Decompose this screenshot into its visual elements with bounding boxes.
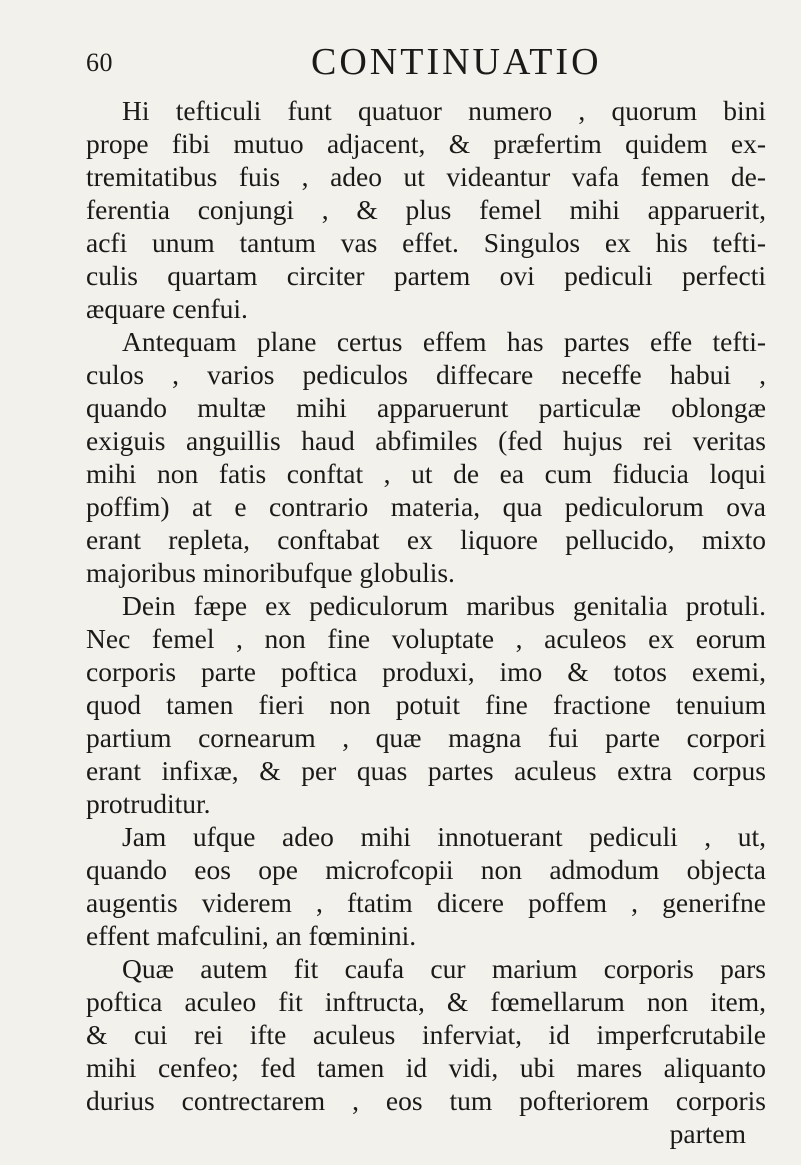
text-line: mihi cenfeo; fed tamen id vidi, ubi mares aliquanto [86, 1052, 766, 1083]
text-line: poftica aculeo fit inftructa, & fœmellarum non item, [86, 986, 766, 1017]
text-line: majoribus minoribufque globulis. [86, 557, 455, 588]
text-line: tremitatibus fuis , adeo ut videantur vafa femen de- [86, 161, 766, 192]
text-line: exiguis anguillis haud abfimiles (fed hujus rei veritas [86, 425, 766, 456]
text-line: poffim) at e contrario materia, qua pediculorum ova [86, 491, 766, 522]
text-line: partium cornearum , quæ magna fui parte corpori [86, 722, 766, 753]
text-line: corporis parte poftica produxi, imo & totos exemi, [86, 656, 766, 687]
text-line: Quæ autem fit caufa cur marium corporis pars [122, 953, 766, 984]
page-header [86, 40, 766, 88]
text-line: augentis viderem , ftatim dicere poffem , generifne [86, 887, 766, 918]
text-line: quando eos ope microfcopii non admodum objecta [86, 854, 766, 885]
text-line: & cui rei ifte aculeus inferviat, id imperfcrutabile [86, 1019, 766, 1050]
text-line: Hi tefticuli funt quatuor numero , quorum bini [122, 95, 766, 126]
running-head: CONTINUATIO [311, 41, 602, 83]
body-text [86, 94, 766, 1150]
text-line: culis quartam circiter partem ovi pediculi perfecti [86, 260, 766, 291]
text-line: ferentia conjungi , & plus femel mihi apparuerit, [86, 194, 766, 225]
text-line: culos , varios pediculos diffecare neceffe habui , [86, 359, 766, 390]
text-line: mihi non fatis conftat , ut de ea cum fiducia loqui [86, 458, 766, 489]
text-line: effent mafculini, an fœminini. [86, 920, 417, 951]
text-line: erant infixæ, & per quas partes aculeus extra corpus [86, 755, 766, 786]
text-line: prope fibi mutuo adjacent, & præfertim quidem ex- [86, 128, 766, 159]
text-line: quod tamen fieri non potuit fine fractione tenuium [86, 689, 766, 720]
text-line: quando multæ mihi apparuerunt particulæ oblongæ [86, 392, 766, 423]
text-line: Antequam plane certus effem has partes effe tefti- [122, 326, 766, 357]
text-line: Dein fæpe ex pediculorum maribus genitalia protuli. [122, 590, 766, 621]
text-line: acfi unum tantum vas effet. Singulos ex his tefti- [86, 227, 766, 258]
text-line: protruditur. [86, 788, 211, 819]
catchword: partem [669, 1118, 746, 1149]
text-line: durius contrectarem , eos tum pofteriorem corporis [86, 1085, 766, 1116]
text-line: Jam ufque adeo mihi innotuerant pediculi , ut, [122, 821, 766, 852]
page-number: 60 [86, 48, 113, 77]
text-line: erant repleta, conftabat ex liquore pellucido, mixto [86, 524, 766, 555]
text-line: æquare cenfui. [86, 293, 248, 324]
text-line: Nec femel , non fine voluptate , aculeos ex eorum [86, 623, 766, 654]
